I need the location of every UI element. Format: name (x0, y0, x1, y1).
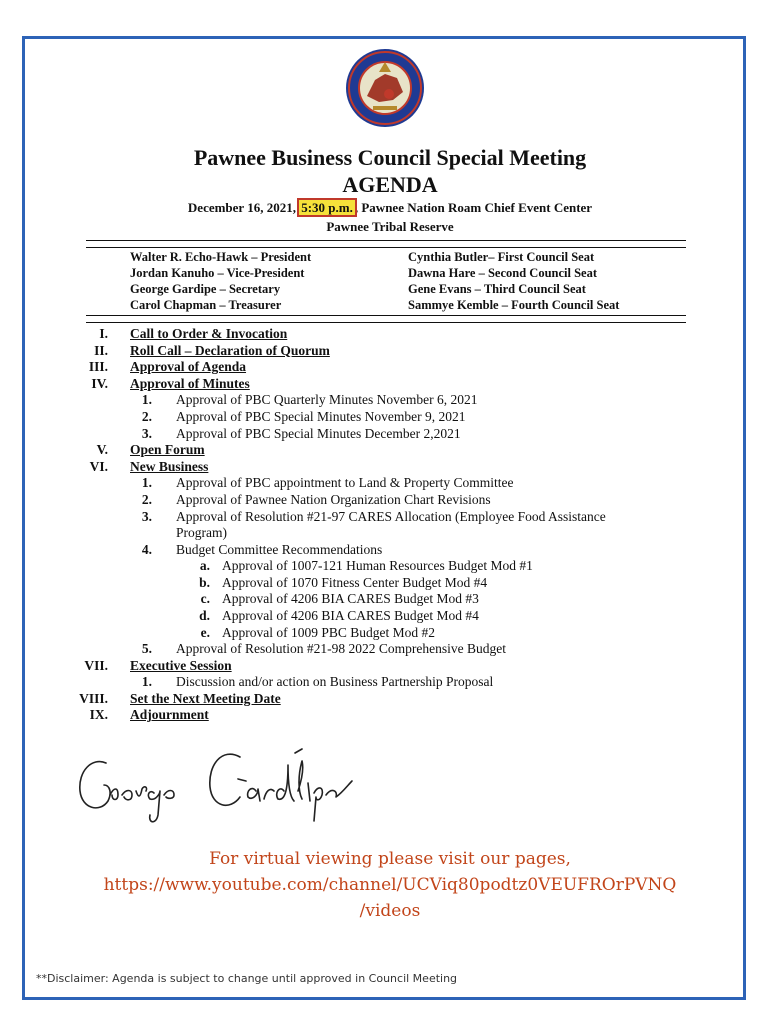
item-label: Set the Next Meeting Date (130, 690, 281, 706)
pawnee-seal-icon (345, 48, 425, 128)
item-letter: e. (200, 624, 210, 640)
agenda-subitem (0, 542, 780, 559)
agenda-subsubitem (0, 608, 780, 625)
meeting-time: 5:30 p.m. (301, 200, 353, 215)
meeting-title: Pawnee Business Council Special Meeting (193, 145, 587, 170)
item-number: IV. (91, 375, 108, 391)
agenda-subsubitem (0, 625, 780, 642)
item-number: 2. (141, 408, 152, 424)
agenda-heading: AGENDA (342, 172, 438, 197)
officers-left (130, 249, 311, 313)
date-line (0, 200, 780, 216)
item-label: Approval of 1070 Fitness Center Budget Mod #4 (222, 574, 488, 590)
agenda-subsubitem (0, 575, 780, 592)
item-label: Approval of PBC Special Minutes November 9, 2021 (176, 408, 466, 424)
agenda-subitem (0, 392, 780, 409)
agenda-item (0, 343, 780, 360)
item-number: 5. (141, 641, 152, 657)
agenda-subitem (0, 641, 780, 658)
item-number: 1. (141, 475, 152, 491)
double-rule-top (86, 240, 686, 248)
agenda-subitem (0, 492, 780, 509)
item-label: New Business (130, 458, 209, 474)
item-number: 1. (141, 674, 152, 690)
item-label: Call to Order & Invocation (130, 326, 288, 341)
item-letter: d. (199, 607, 210, 623)
item-number: V. (96, 442, 108, 458)
officer: Jordan Kanuho – Vice-President (130, 266, 305, 280)
agenda-subitem (0, 475, 780, 492)
officer: George Gardipe – Secretary (130, 282, 281, 296)
officers-right (408, 249, 619, 313)
item-label: Approval of 1009 PBC Budget Mod #2 (222, 624, 436, 640)
meeting-venue: , Pawnee Nation Roam Chief Event Center (354, 200, 593, 215)
agenda-subsubitem (0, 591, 780, 608)
youtube-link[interactable]: https://www.youtube.com/channel/UCViq80podtz0VEUFROrPVNQ (103, 875, 677, 895)
youtube-link-suffix[interactable]: /videos (359, 901, 421, 921)
agenda-item (0, 707, 780, 724)
agenda-item (0, 459, 780, 476)
officer: Gene Evans – Third Council Seat (408, 282, 586, 296)
double-rule-bottom (86, 315, 686, 323)
item-label: Approval of Resolution #21-98 2022 Comprehensive Budget (176, 641, 506, 657)
agenda-item (0, 376, 780, 393)
item-number: II. (94, 342, 108, 358)
item-label: Approval of PBC appointment to Land & Property Committee (176, 475, 514, 491)
officer: Sammye Kemble – Fourth Council Seat (408, 298, 620, 312)
item-label: Roll Call – Declaration of Quorum (130, 342, 330, 358)
item-label: Budget Committee Recommendations (176, 541, 383, 557)
disclaimer: **Disclaimer: Agenda is subject to change until approved in Council Meeting (36, 972, 458, 985)
item-letter: c. (200, 591, 210, 607)
item-number: 3. (141, 425, 152, 441)
signature (70, 735, 400, 830)
item-number: 2. (141, 491, 152, 507)
officer: Carol Chapman – Treasurer (130, 298, 282, 312)
item-label: Approval of 1007-121 Human Resources Budget Mod #1 (222, 558, 533, 574)
item-label: Approval of PBC Quarterly Minutes November 6, 2021 (176, 392, 478, 408)
item-label: Approval of Pawnee Nation Organization Chart Revisions (176, 491, 491, 507)
officer: Walter R. Echo-Hawk – President (130, 250, 312, 264)
agenda-item (0, 442, 780, 459)
item-number: 1. (141, 392, 152, 408)
agenda-item (0, 691, 780, 708)
item-letter: a. (199, 558, 210, 574)
item-label: Executive Session (130, 657, 232, 673)
item-label: Approval of Agenda (130, 359, 247, 375)
venue-line-2: Pawnee Tribal Reserve (326, 219, 454, 234)
item-number: VII. (84, 657, 108, 673)
item-label: Adjournment (130, 707, 209, 723)
item-number: VI. (89, 458, 108, 474)
item-number: I. (99, 326, 108, 341)
agenda-subitem (0, 674, 780, 691)
item-number: IX. (89, 707, 108, 723)
agenda-subitem (0, 426, 780, 443)
item-number: 4. (141, 541, 152, 557)
item-label: Approval of PBC Special Minutes December 2,2021 (176, 425, 461, 441)
item-label: Open Forum (130, 442, 205, 458)
agenda-item (0, 359, 780, 376)
item-label: Approval of 4206 BIA CARES Budget Mod #4 (222, 607, 479, 623)
agenda-item (0, 326, 780, 343)
item-label: Approval of 4206 BIA CARES Budget Mod #3 (222, 591, 479, 607)
item-number: VIII. (79, 690, 108, 706)
officer: Dawna Hare – Second Council Seat (408, 266, 598, 280)
item-number: III. (88, 359, 108, 375)
item-number: 3. (141, 508, 152, 524)
meeting-date: December 16, 2021, (187, 200, 300, 215)
officer: Cynthia Butler– First Council Seat (408, 250, 595, 264)
agenda-subsubitem (0, 558, 780, 575)
item-letter: b. (199, 574, 210, 590)
item-label: Approval of Resolution #21-97 CARES Allocation (Employee Food Assistance Program) (176, 508, 606, 541)
item-label: Discussion and/or action on Business Partnership Proposal (176, 674, 494, 690)
virtual-viewing-text: For virtual viewing please visit our pages, (209, 849, 571, 869)
agenda-subitem (0, 409, 780, 426)
agenda-subitem (0, 509, 780, 542)
item-label: Approval of Minutes (130, 375, 250, 391)
agenda-item (0, 658, 780, 675)
agenda-list (0, 326, 780, 724)
